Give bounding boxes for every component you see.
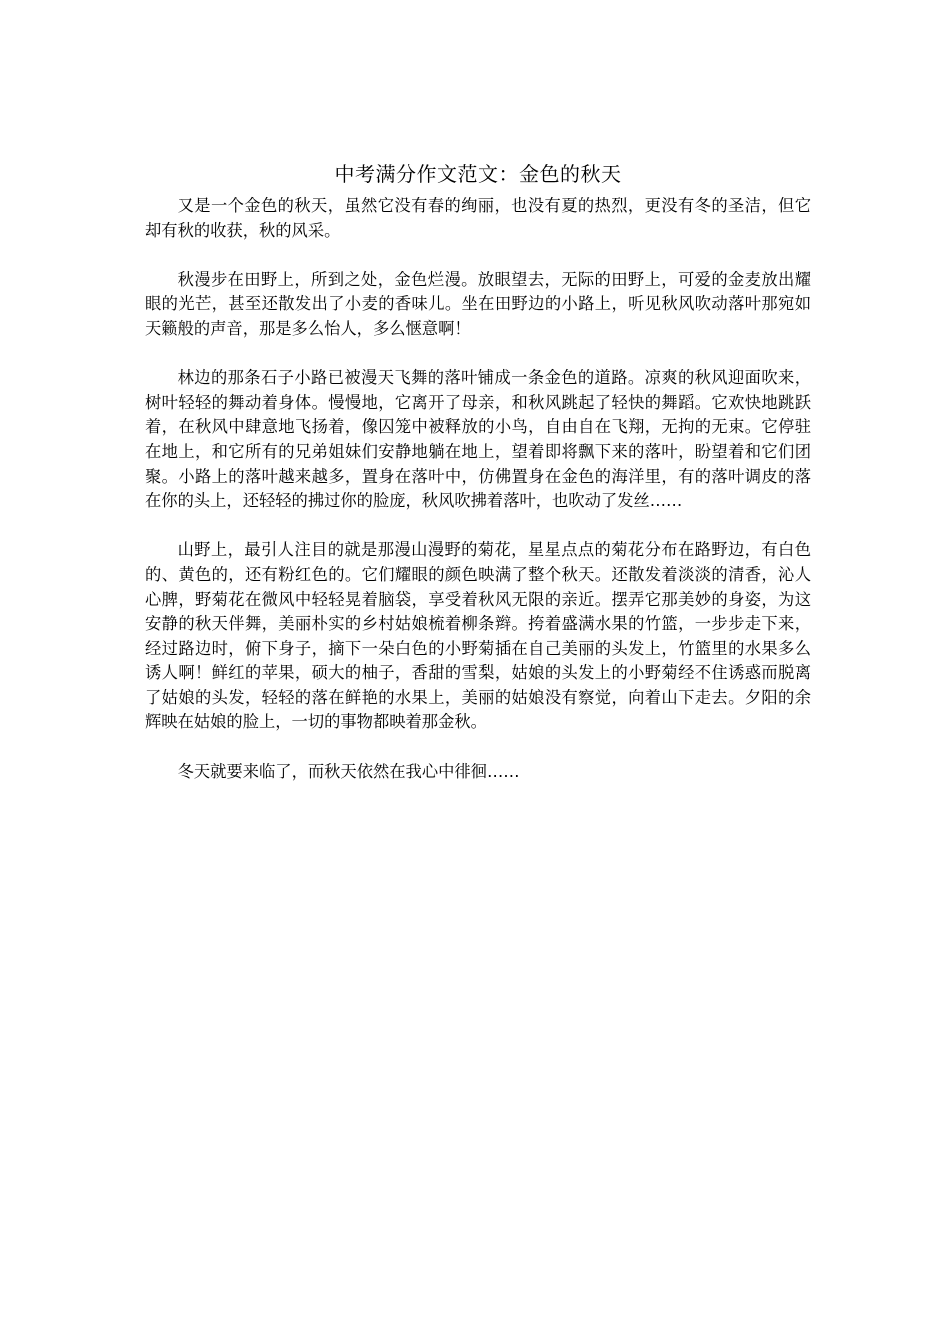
paragraph-5: 冬天就要来临了，而秋天依然在我心中徘徊…… <box>177 761 520 781</box>
paragraph-2: 秋漫步在田野上，所到之处，金色烂漫。放眼望去，无际的田野上，可爱的金麦放出耀眼的光芒，甚至还散发出了小麦的香味儿。坐在田野边的小路上，听见秋风吹动落叶那宛如天籁般的声音，那是多么怡人，多么惬意啊！ <box>145 269 811 338</box>
paragraph-1: 又是一个金色的秋天，虽然它没有春的绚丽，也没有夏的热烈，更没有冬的圣洁，但它却有秋的收获，秋的风采。 <box>145 196 811 240</box>
document-page <box>145 158 811 809</box>
paragraph-3: 林边的那条石子小路已被漫天飞舞的落叶铺成一条金色的道路。凉爽的秋风迎面吹来，树叶轻轻的舞动着身体。慢慢地，它离开了母亲，和秋风跳起了轻快的舞蹈。它欢快地跳跃着，在秋风中肆意地飞扬着，像囚笼中被释放的小鸟，自由自在飞翔，无拘的无束。它停驻在地上，和它所有的兄弟姐妹们安静地躺在地上，望着即将飘下来的落叶，盼望着和它们团聚。小路上的落叶越来越多，置身在落叶中，仿佛置身在金色的海洋里，有的落叶调皮的落在你的头上，还轻轻的拂过你的脸庞，秋风吹拂着落叶，也吹动了发丝…… <box>145 368 811 511</box>
paragraph-4: 山野上，最引人注目的就是那漫山漫野的菊花，星星点点的菊花分布在路野边，有白色的、黄色的，还有粉红色的。它们耀眼的颜色映满了整个秋天。还散发着淡淡的清香，沁人心脾，野菊花在微风中轻轻晃着脑袋，享受着秋风无限的亲近。摆弄它那美妙的身姿，为这安静的秋天伴舞，美丽朴实的乡村姑娘梳着柳条辫。挎着盛满水果的竹篮，一步步走下来，经过路边时，俯下身子，摘下一朵白色的小野菊插在自己美丽的头发上，竹篮里的水果多么诱人啊！鲜红的苹果，硕大的柚子，香甜的雪梨，姑娘的头发上的小野菊经不住诱惑而脱离了姑娘的头发，轻轻的落在鲜艳的水果上，美丽的姑娘没有察觉，向着山下走去。夕阳的余辉映在姑娘的脸上，一切的事物都映着那金秋。 <box>145 540 811 732</box>
document-title: 中考满分作文范文：金色的秋天 <box>334 162 622 186</box>
